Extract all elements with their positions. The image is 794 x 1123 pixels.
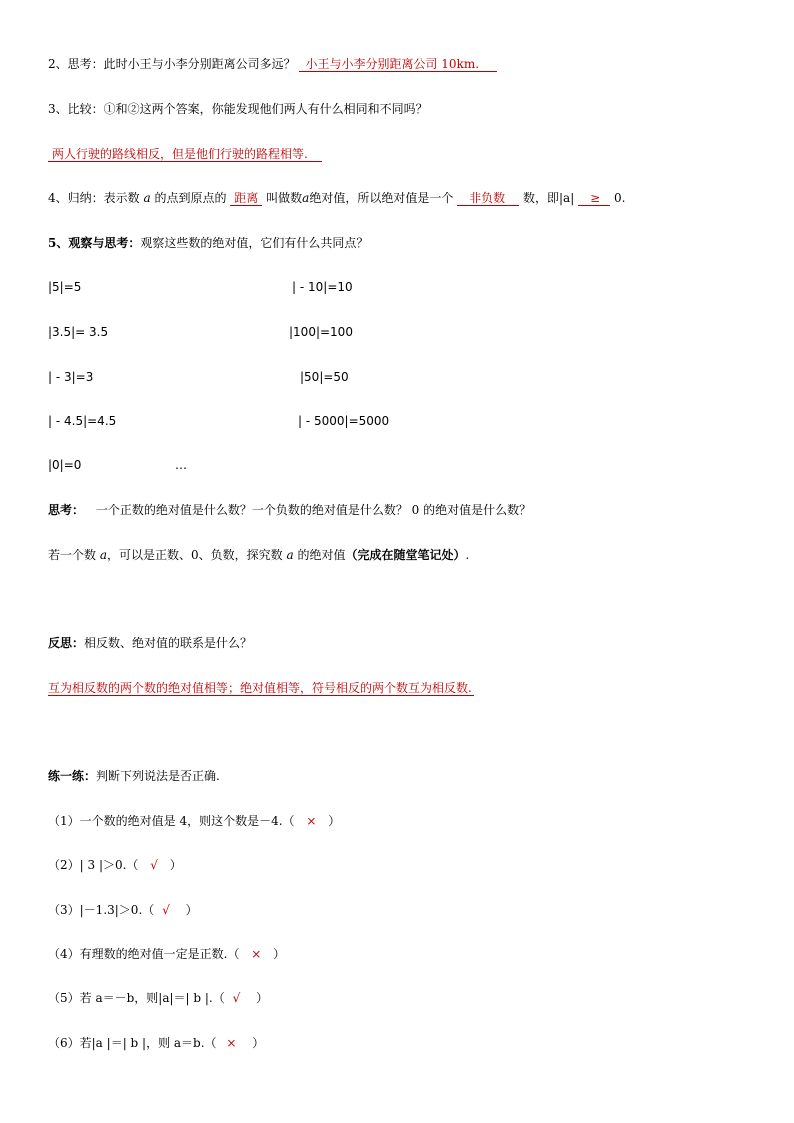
practice-item-5-close: ） — [256, 991, 269, 1005]
practice-heading — [48, 768, 220, 784]
example-left-4: | - 4.5|=4.5 — [48, 414, 117, 428]
question-3-answer: 两人行驶的路线相反，但是他们行驶的路程相等. — [48, 147, 322, 162]
example-right-3: |50|=50 — [300, 370, 349, 384]
think-text: 一个正数的绝对值是什么数？一个负数的绝对值是什么数？ 0 的绝对值是什么数？ — [95, 503, 532, 517]
example-left-3: | - 3|=3 — [48, 370, 94, 384]
reflect-answer-line — [48, 680, 474, 696]
explore-var-a-2: a — [286, 548, 294, 562]
explore-task — [48, 547, 469, 563]
explore-var-a: a — [99, 548, 107, 562]
practice-item-3-close: ） — [185, 903, 198, 917]
practice-item-2-text: （2）| 3 |＞0.（ — [48, 858, 139, 872]
question-5 — [48, 235, 368, 251]
q4-part1: 4、归纳：表示数 — [48, 191, 140, 205]
practice-item-4-close: ） — [273, 947, 286, 961]
think-label: 思考： — [48, 503, 85, 517]
example-left-5: |0|=0 — [48, 458, 82, 472]
q4-part6: 0. — [613, 191, 626, 205]
practice-item-2-close: ） — [169, 858, 182, 872]
question-3-answer-line — [48, 146, 322, 162]
practice-item-5-mark: √ — [232, 991, 241, 1005]
question-3-text: 3、比较：①和②这两个答案，你能发现他们两人有什么相同和不同吗？ — [48, 102, 428, 116]
practice-item-3 — [48, 902, 198, 918]
practice-item-5-text: （5）若 a＝－b，则|a|＝| b |.（ — [48, 991, 225, 1005]
explore-part2: ，可以是正数、0、负数，探究数 — [107, 548, 283, 562]
practice-item-1 — [48, 813, 340, 829]
practice-item-6-mark: × — [226, 1036, 237, 1050]
practice-item-2-mark: √ — [150, 858, 158, 872]
practice-item-4-text: （4）有理数的绝对值一定是正数.（ — [48, 947, 240, 961]
think-question — [48, 502, 531, 518]
question-2 — [48, 56, 497, 72]
explore-part1: 若一个数 — [48, 548, 97, 562]
example-right-4: | - 5000|=5000 — [298, 414, 390, 428]
q4-part2: 的点到原点的 — [154, 191, 227, 205]
practice-item-5 — [48, 990, 268, 1006]
question-2-text: 2、思考：此时小王与小李分别距离公司多远？ — [48, 57, 296, 71]
q4-blank-distance: 距离 — [230, 191, 262, 206]
explore-part3: 的绝对值 — [297, 548, 346, 562]
explore-end: . — [465, 548, 470, 562]
practice-item-1-mark: × — [306, 814, 317, 828]
reflect-answer: 互为相反数的两个数的绝对值相等；绝对值相等，符号相反的两个数互为相反数. — [48, 681, 472, 695]
practice-item-1-text: （1）一个数的绝对值是 4，则这个数是－4.（ — [48, 814, 295, 828]
reflect-question — [48, 635, 252, 651]
practice-item-6 — [48, 1035, 264, 1051]
practice-text: 判断下列说法是否正确. — [96, 769, 220, 783]
question-3 — [48, 101, 428, 117]
question-5-text: 观察这些数的绝对值，它们有什么共同点？ — [140, 236, 369, 250]
practice-item-3-mark: √ — [162, 903, 170, 917]
question-5-label: 5、观察与思考： — [48, 236, 141, 250]
question-2-answer: 小王与小李分别距离公司 10km. — [299, 57, 497, 72]
q4-part5: 数，即|a| — [523, 191, 575, 205]
example-left-1: |5|=5 — [48, 280, 82, 294]
practice-item-1-close: ） — [328, 814, 341, 828]
explore-note: （完成在随堂笔记处） — [345, 548, 466, 562]
q4-blank-nonnegative: 非负数 — [457, 191, 519, 206]
reflect-text: 相反数、绝对值的联系是什么？ — [84, 636, 253, 650]
example-left-2: |3.5|= 3.5 — [48, 325, 109, 339]
practice-item-6-text: （6）若|a |＝| b |，则 a＝b.（ — [48, 1036, 217, 1050]
example-right-2: |100|=100 — [289, 325, 353, 339]
example-ellipsis: … — [175, 458, 187, 472]
q4-var-a-2: a — [302, 191, 310, 205]
example-right-1: | - 10|=10 — [292, 280, 353, 294]
q4-part4: 绝对值，所以绝对值是一个 — [309, 191, 454, 205]
q4-var-a: a — [143, 191, 151, 205]
q4-part3: 叫做数 — [266, 191, 303, 205]
practice-item-4-mark: × — [251, 947, 262, 961]
question-4 — [48, 190, 625, 206]
practice-item-3-text: （3）|－1.3|＞0.（ — [48, 903, 155, 917]
practice-item-2 — [48, 857, 182, 873]
practice-item-4 — [48, 946, 285, 962]
practice-item-6-close: ） — [252, 1036, 265, 1050]
practice-label: 练一练： — [48, 769, 97, 783]
q4-blank-geq: ≥ — [578, 191, 610, 206]
reflect-label: 反思： — [48, 636, 85, 650]
